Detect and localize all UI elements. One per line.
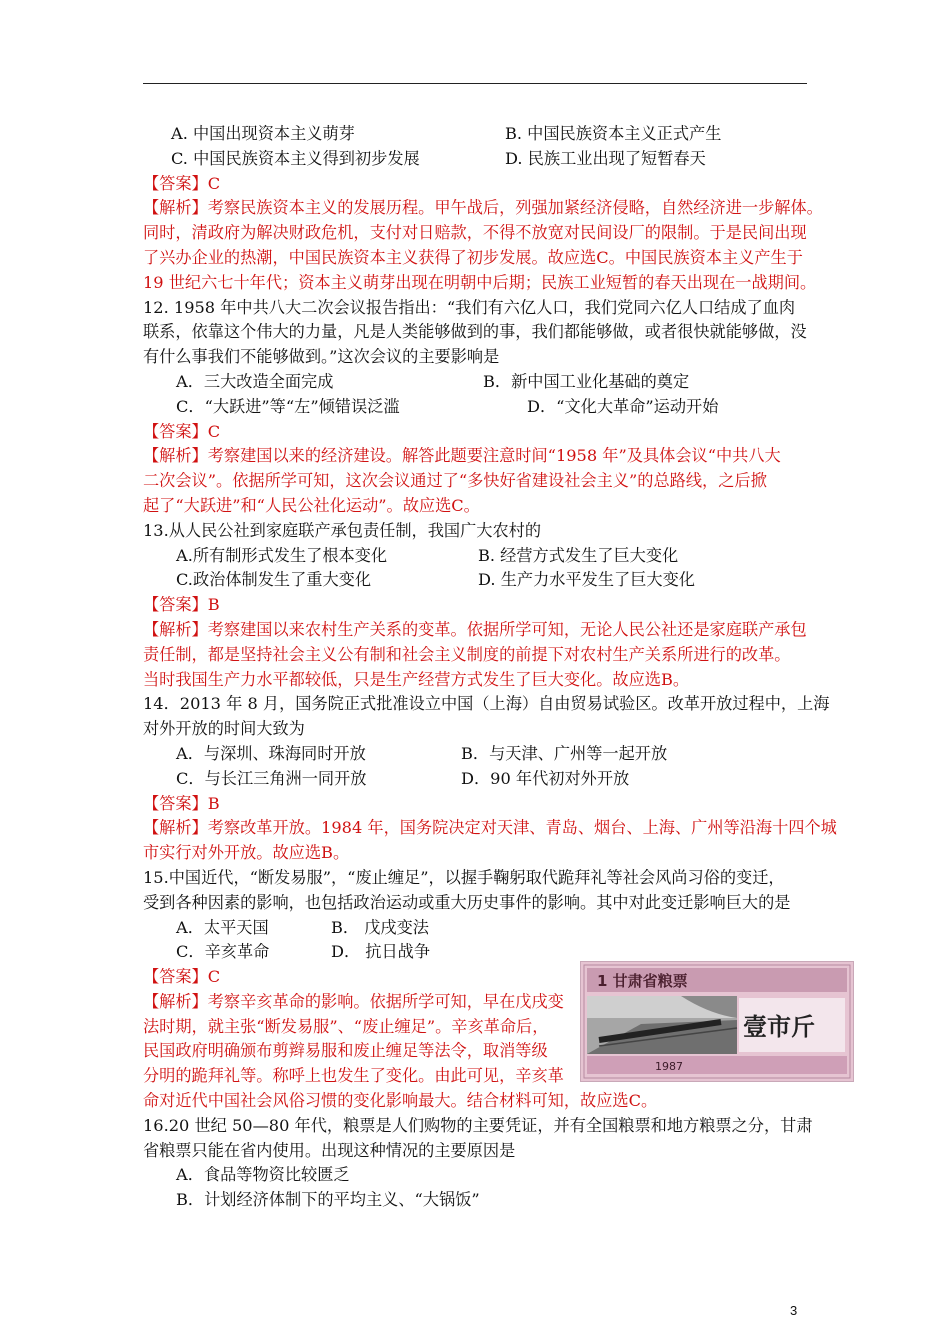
q12-options-row-1 xyxy=(143,370,815,395)
q16-stem-1: 16.20 世纪 50—80 年代，粮票是人们购物的主要凭证，并有全国粮票和地方粮票之分，甘肃 xyxy=(143,1115,813,1135)
q16-option-a-row xyxy=(143,1163,815,1188)
q13-explanation-2: 责任制，都是坚持社会主义公有制和社会主义制度的前提下对农村生产关系所进行的改革。 xyxy=(143,644,791,664)
q11-explanation-1: 【解析】考察民族资本主义的发展历程。甲午战后，列强加紧经济侵略，自然经济进一步解体。 xyxy=(143,198,823,218)
q11-explanation-3: 了兴办企业的热潮，中国民族资本主义获得了初步发展。故应选C。中国民族资本主义产生于 xyxy=(143,247,803,267)
page-number: 3 xyxy=(790,1303,798,1318)
q15-option-b: B． 戊戌变法 xyxy=(331,917,429,937)
q14-option-c: C．与长江三角洲一同开放 xyxy=(176,768,367,788)
q12-explanation-3: 起了“大跃进”和“人民公社化运动”。故应选C。 xyxy=(143,495,480,515)
q15-options-row-1 xyxy=(143,916,815,941)
q11-options-row-2 xyxy=(143,147,815,172)
q14-explanation-2: 市实行对外开放。故应选B。 xyxy=(143,843,350,863)
q15-option-d: D． 抗日战争 xyxy=(331,942,431,962)
q15-explanation-4: 分明的跪拜礼等。称呼上也发生了变化。由此可见，辛亥革 xyxy=(143,1066,564,1086)
q12-option-a: A．三大改造全面完成 xyxy=(176,371,334,391)
q15-option-c: C．辛亥革命 xyxy=(176,942,270,962)
q13-answer: 【答案】B xyxy=(143,595,220,615)
q15-explanation-5: 命对近代中国社会风俗习惯的变化影响最大。结合材料可知，故应选C。 xyxy=(143,1091,658,1111)
q15-answer: 【答案】C xyxy=(143,967,221,987)
q13-option-b: B. 经营方式发生了巨大变化 xyxy=(478,545,679,565)
q14-option-d: D．90 年代初对外开放 xyxy=(461,768,630,788)
q15-explanation-2: 法时期，就主张“断发易服”、“废止缠足”。辛亥革命后， xyxy=(143,1016,549,1036)
q12-option-c: C．“大跃进”等“左”倾错误泛滥 xyxy=(176,396,400,416)
q12-stem-3: 有什么事我们不能够做到。”这次会议的主要影响是 xyxy=(143,347,500,367)
q11-option-a: A. 中国出现资本主义萌芽 xyxy=(171,124,355,143)
ticket-header: 1 甘肃省粮票 xyxy=(597,972,688,990)
q13-option-d: D. 生产力水平发生了巨大变化 xyxy=(478,570,695,590)
q12-answer: 【答案】C xyxy=(143,421,221,441)
header-rule xyxy=(143,83,807,84)
q14-explanation-1: 【解析】考察改革开放。1984 年，国务院决定对天津、青岛、烟台、上海、广州等沿海十四个城 xyxy=(143,818,837,838)
q16-option-b-row xyxy=(143,1188,815,1213)
q11-option-b: B. 中国民族资本主义正式产生 xyxy=(505,124,722,143)
q13-option-a: A.所有制形式发生了根本变化 xyxy=(176,545,388,565)
q13-stem: 13.从人民公社到家庭联产承包责任制，我国广大农村的 xyxy=(143,520,542,540)
q12-explanation-2: 二次会议”。依据所学可知，这次会议通过了“多快好省建设社会主义”的总路线，之后掀 xyxy=(143,471,767,491)
q14-options-row-2 xyxy=(143,767,815,792)
q14-stem-1: 14．2013 年 8 月，国务院正式批准设立中国（上海）自由贸易试验区。改革开放过程中，上海 xyxy=(143,694,830,714)
q11-explanation-2: 同时，清政府为解决财政危机，支付对日赔款，不得不放宽对民间设厂的限制。于是民间出现 xyxy=(143,223,807,243)
q13-explanation-3: 当时我国生产力水平都较低，只是生产经营方式发生了巨大变化。故应选B。 xyxy=(143,669,690,689)
q13-explanation-1: 【解析】考察建国以来农村生产关系的变革。依据所学可知，无论人民公社还是家庭联产承包 xyxy=(143,619,807,639)
q15-stem-1: 15.中国近代，“断发易服”，“废止缠足”，以握手鞠躬取代跪拜礼等社会风尚习俗的变迁， xyxy=(143,867,785,887)
q13-options-row-1 xyxy=(143,544,815,569)
q16-stem-2: 省粮票只能在省内使用。出现这种情况的主要原因是 xyxy=(143,1140,516,1160)
q11-explanation-4: 19 世纪六七十年代；资本主义萌芽出现在明朝中后期；民族工业短暂的春天出现在一战期间。 xyxy=(143,272,817,292)
q12-stem-1: 12. 1958 年中共八大二次会议报告指出：“我们有六亿人口，我们党同六亿人口结成了血肉 xyxy=(143,297,796,317)
q15-explanation-1: 【解析】考察辛亥革命的影响。依据所学可知，早在戊戌变 xyxy=(143,991,564,1011)
q12-explanation-1: 【解析】考察建国以来的经济建设。解答此题要注意时间“1958 年”及具体会议“中共八大 xyxy=(143,446,781,466)
q14-stem-2: 对外开放的时间大致为 xyxy=(143,719,305,739)
grain-ticket-illustration xyxy=(581,962,853,1081)
q12-options-row-2 xyxy=(143,395,815,420)
q14-answer: 【答案】B xyxy=(143,793,220,813)
q16-option-a: A．食品等物资比较匮乏 xyxy=(176,1165,350,1185)
q11-option-c: C. 中国民族资本主义得到初步发展 xyxy=(171,148,420,168)
q15-option-a: A．太平天国 xyxy=(176,917,269,937)
q14-options-row-1 xyxy=(143,742,815,767)
q12-option-b: B．新中国工业化基础的奠定 xyxy=(483,371,690,391)
q15-explanation-3: 民国政府明确颁布剪辫易服和废止缠足等法令，取消等级 xyxy=(143,1041,548,1061)
q16-option-b: B．计划经济体制下的平均主义、“大锅饭” xyxy=(176,1190,480,1210)
q15-stem-2: 受到各种因素的影响，也包括政治运动或重大历史事件的影响。其中对此变迁影响巨大的是 xyxy=(143,892,791,912)
q13-options-row-2 xyxy=(143,568,815,593)
q11-options-row-1 xyxy=(143,122,815,147)
ticket-amount: 壹市斤 xyxy=(743,1012,815,1041)
ticket-year: 1987 xyxy=(655,1060,683,1073)
q11-option-d: D. 民族工业出现了短暂春天 xyxy=(505,148,706,168)
grain-ticket-image xyxy=(580,961,854,1082)
q11-answer: 【答案】C xyxy=(143,173,221,193)
q14-option-a: A．与深圳、珠海同时开放 xyxy=(176,743,366,763)
q12-stem-2: 联系，依靠这个伟大的力量，凡是人类能够做到的事，我们都能够做，或者很快就能够做，没 xyxy=(143,322,807,342)
q14-option-b: B．与天津、广州等一起开放 xyxy=(461,743,668,763)
q12-option-d: D．“文化大革命”运动开始 xyxy=(527,396,719,416)
q13-option-c: C.政治体制发生了重大变化 xyxy=(176,570,372,590)
